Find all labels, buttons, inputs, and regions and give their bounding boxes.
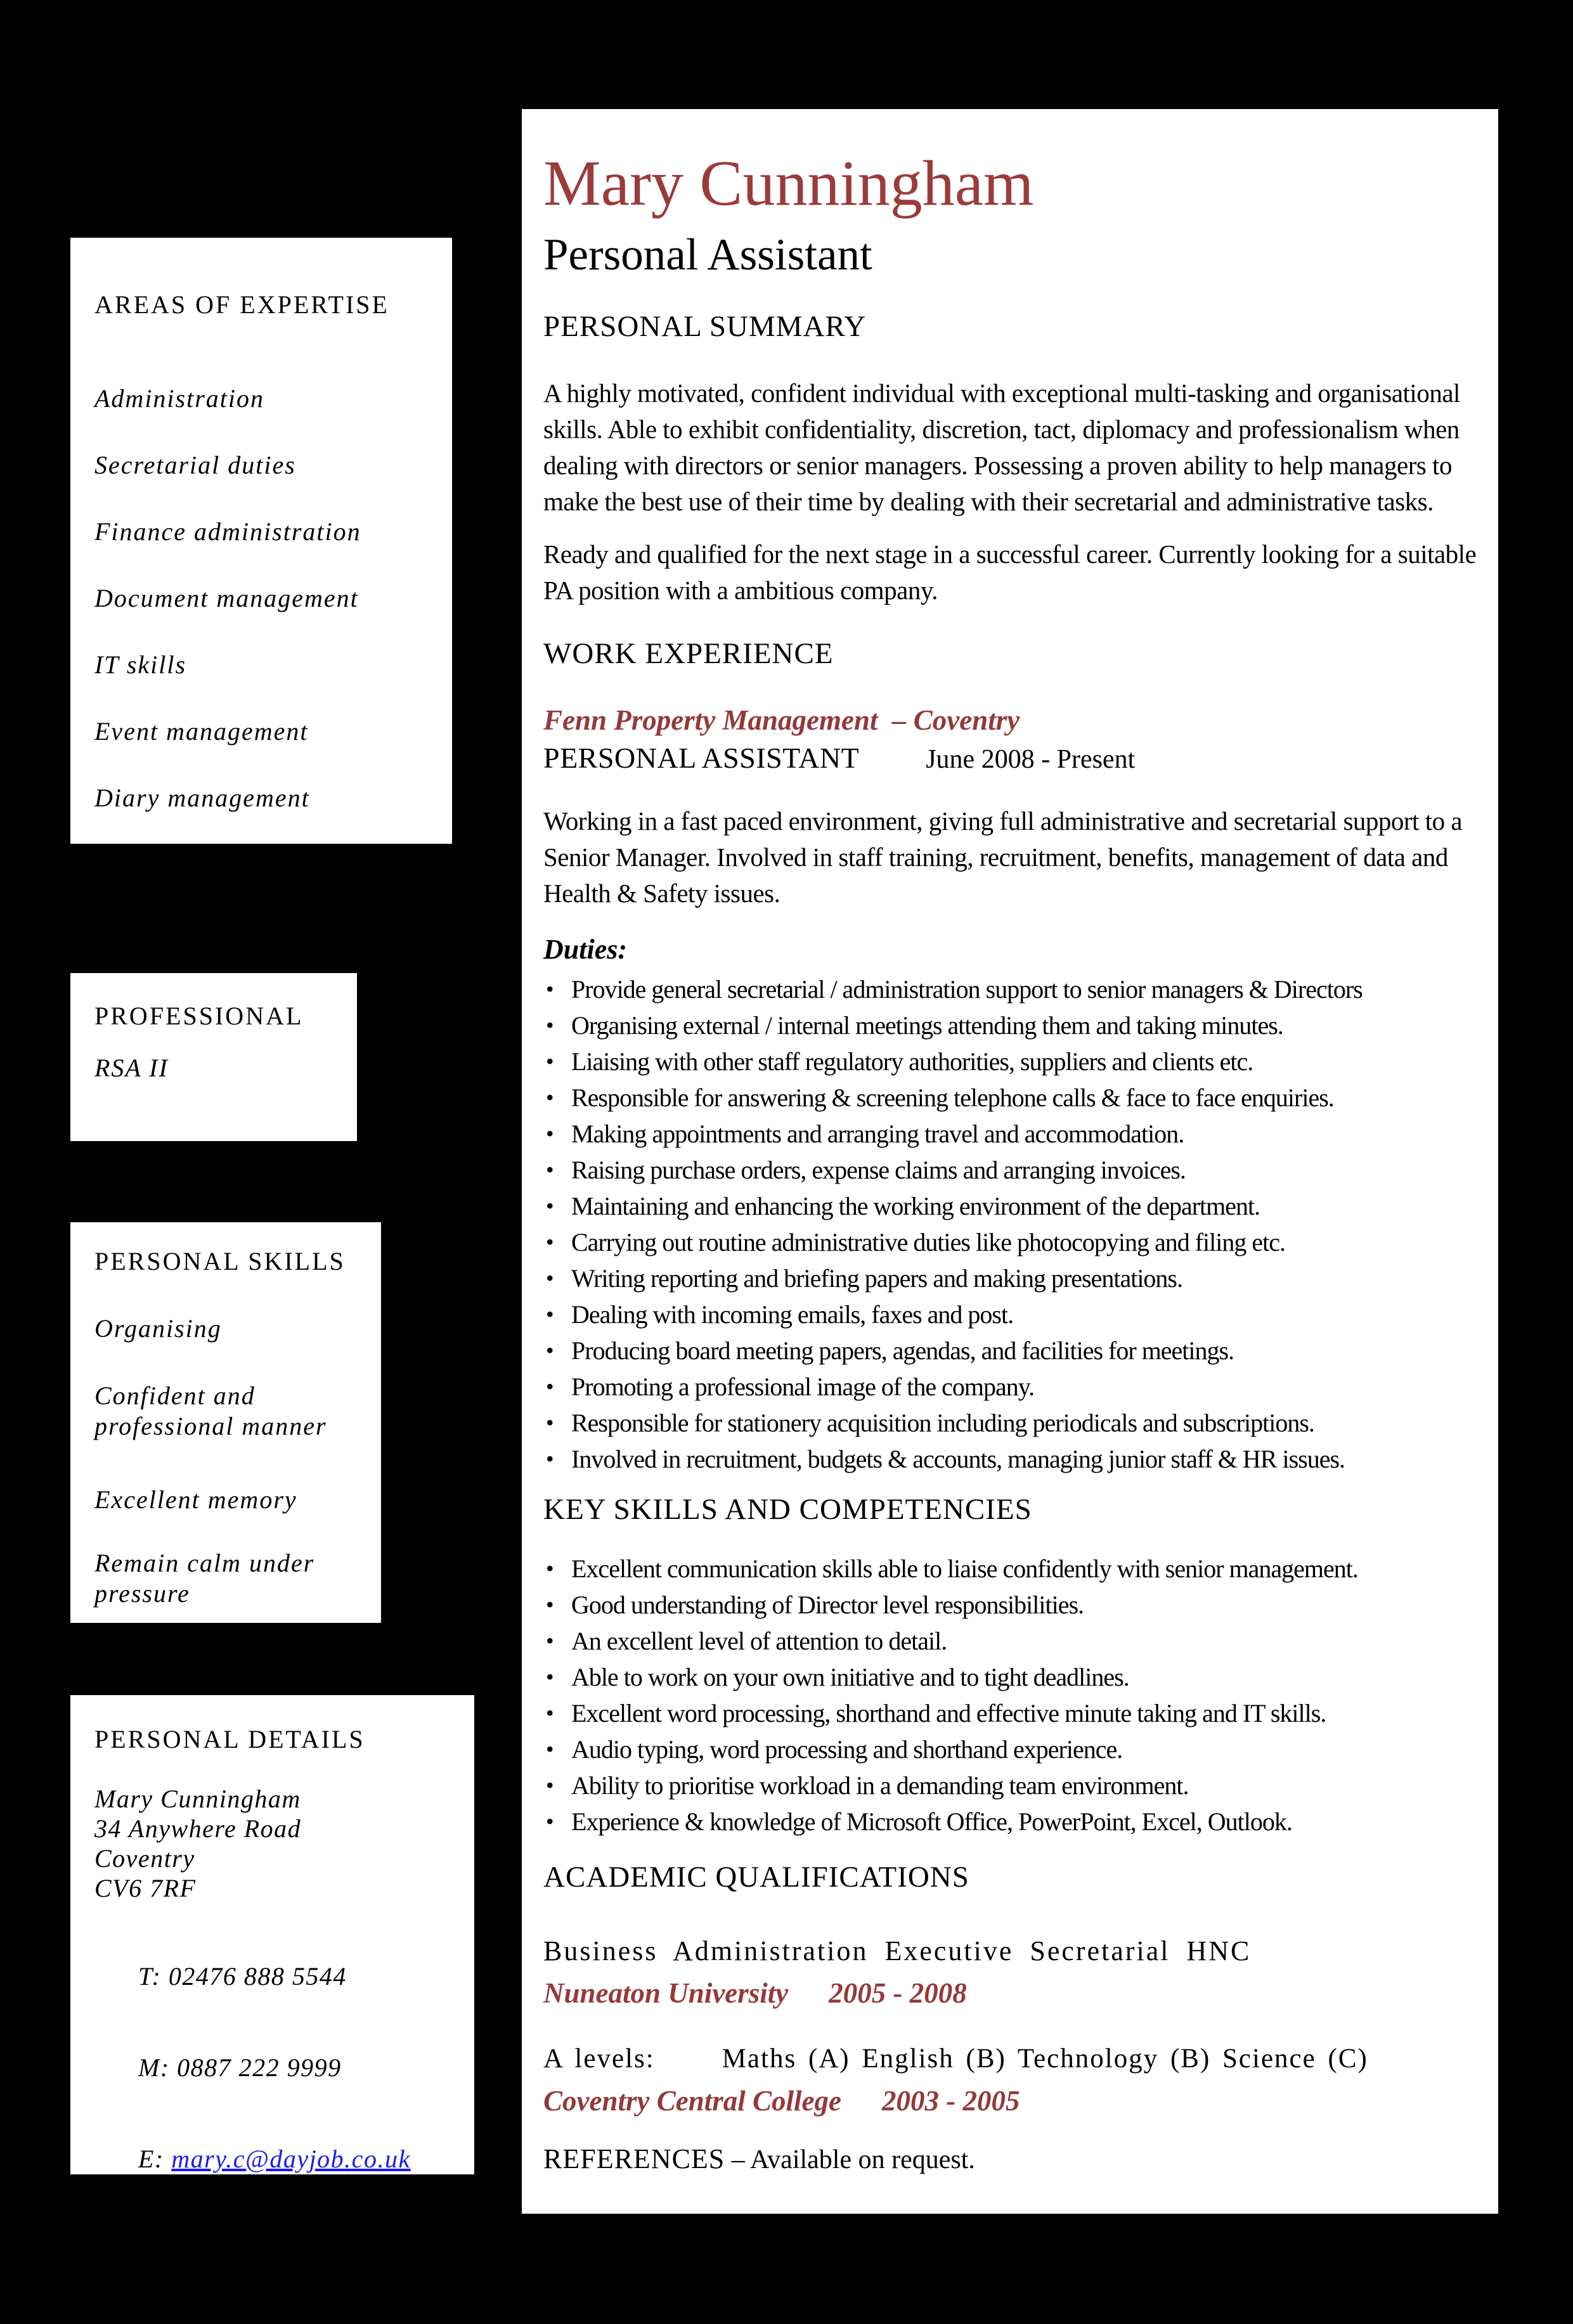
expertise-item: Administration [94, 384, 265, 413]
references-line [543, 2141, 1482, 2178]
personal-skills-panel [70, 1222, 381, 1623]
academic-heading: ACADEMIC QUALIFICATIONS [543, 1861, 969, 1894]
job-intro-paragraph: Working in a fast paced environment, giving full administrative and secretarial support to a Senior Manager. Involved in staff training, recruitment, benefits, management of data and Health & Safety issues. [543, 806, 1463, 908]
email-label: E: [138, 2145, 172, 2173]
alevels-line [543, 2041, 1482, 2077]
candidate-role: Personal Assistant [543, 230, 872, 280]
duty-item: • Responsible for stationery acquisition including periodicals and subscriptions. [543, 1405, 1482, 1441]
personal-summary-heading: PERSONAL SUMMARY [543, 310, 867, 343]
key-skills-heading: KEY SKILLS AND COMPETENCIES [543, 1493, 1032, 1526]
duty-item: • Provide general secretarial / administration support to senior managers & Directors [543, 971, 1482, 1007]
expertise-item: Document management [94, 584, 359, 612]
personal-skill-item: Remain calm under pressure [94, 1549, 315, 1608]
address-line: 34 Anywhere Road [94, 1814, 302, 1843]
expertise-item: Diary management [94, 784, 310, 812]
phone-label: T: [138, 1962, 169, 1991]
college-name: Coventry Central College [543, 2085, 841, 2117]
duty-item: • Making appointments and arranging travel and accommodation. [543, 1116, 1482, 1152]
phone-number: 02476 888 5544 [168, 1962, 347, 1991]
skill-item: • Able to work on your own initiative and to tight deadlines. [543, 1659, 1482, 1695]
mobile-line [94, 2022, 455, 2114]
professional-panel [70, 973, 357, 1141]
expertise-item: Event management [94, 717, 309, 746]
professional-item: RSA II [94, 1054, 169, 1082]
university-name: Nuneaton University [543, 1977, 789, 2009]
skill-item: • Good understanding of Director level responsibilities. [543, 1587, 1482, 1623]
email-link[interactable]: mary.c@dayjob.co.uk [171, 2145, 411, 2173]
address-block [94, 1784, 455, 1903]
areas-of-expertise-panel [70, 238, 452, 844]
address-line: Mary Cunningham [94, 1785, 301, 1813]
references-text: – Available on request. [725, 2145, 975, 2174]
personal-details-panel [70, 1695, 474, 2323]
duty-item: • Promoting a professional image of the company. [543, 1369, 1482, 1405]
personal-details-heading: PERSONAL DETAILS [94, 1725, 365, 1753]
dob-line: DOB: 12/09/1985 [94, 2233, 292, 2262]
qualification-title: Business Administration Executive Secretarial HNC [543, 1935, 1252, 1966]
duty-item: • Involved in recruitment, budgets & accounts, managing junior staff & HR issues. [543, 1441, 1482, 1477]
skill-item: • An excellent level of attention to detail. [543, 1623, 1482, 1659]
personal-skill-item: Organising [94, 1314, 222, 1343]
alevels-label: A levels: [543, 2044, 655, 2074]
duty-item: • Responsible for answering & screening telephone calls & face to face enquiries. [543, 1080, 1482, 1116]
duty-item: • Maintaining and enhancing the working environment of the department. [543, 1188, 1482, 1224]
skill-item: • Excellent communication skills able to liaise confidently with senior management. [543, 1551, 1482, 1587]
duty-item: • Raising purchase orders, expense claims and arranging invoices. [543, 1152, 1482, 1188]
duty-item: • Producing board meeting papers, agendas, and facilities for meetings. [543, 1333, 1482, 1369]
expertise-item: IT skills [94, 650, 187, 679]
summary-paragraph-2: Ready and qualified for the next stage in a successful career. Currently looking for a suitable PA position with a ambitious company. [543, 539, 1477, 605]
key-skills-list [543, 1551, 1482, 1840]
email-line [94, 2114, 455, 2205]
candidate-name: Mary Cunningham [543, 148, 1034, 219]
expertise-item: Secretarial duties [94, 451, 296, 479]
university-dates: 2005 - 2008 [829, 1977, 967, 2009]
job-title: PERSONAL ASSISTANT [543, 742, 860, 774]
job-title-line [543, 740, 1482, 783]
job-dates: June 2008 - Present [926, 745, 1136, 774]
driving-license-line: Driving license: Yes [94, 2264, 325, 2292]
misc-details-block [94, 2233, 455, 2324]
professional-heading: PROFESSIONAL [94, 1002, 304, 1030]
work-experience-heading: WORK EXPERIENCE [543, 637, 834, 670]
references-label: REFERENCES [543, 2143, 725, 2174]
skill-item: • Audio typing, word processing and shorthand experience. [543, 1731, 1482, 1767]
personal-skill-item: Confident and professional manner [94, 1381, 327, 1440]
expertise-item: Finance administration [94, 517, 361, 546]
alevels-detail: Maths (A) English (B) Technology (B) Science (C) [722, 2044, 1368, 2074]
college-dates: 2003 - 2005 [881, 2085, 1020, 2117]
nationality-line: Nationality: British [94, 2294, 312, 2323]
personal-skills-heading: PERSONAL SKILLS [94, 1247, 346, 1275]
university-line [543, 1975, 1482, 2011]
main-content-panel [522, 109, 1498, 2214]
duty-item: • Liaising with other staff regulatory authorities, suppliers and clients etc. [543, 1043, 1482, 1080]
skill-item: • Ability to prioritise workload in a demanding team environment. [543, 1767, 1482, 1804]
phone-line [94, 1931, 455, 2022]
personal-skill-item: Excellent memory [94, 1485, 297, 1514]
areas-of-expertise-heading: AREAS OF EXPERTISE [94, 290, 389, 319]
duty-item: • Dealing with incoming emails, faxes and post. [543, 1296, 1482, 1333]
address-line: CV6 7RF [94, 1874, 197, 1902]
mobile-label: M: [138, 2053, 178, 2082]
duties-label: Duties: [543, 934, 627, 965]
skill-item: • Excellent word processing, shorthand and effective minute taking and IT skills. [543, 1695, 1482, 1731]
skill-item: • Experience & knowledge of Microsoft Office, PowerPoint, Excel, Outlook. [543, 1804, 1482, 1840]
duty-item: • Writing reporting and briefing papers and making presentations. [543, 1260, 1482, 1296]
contact-block [94, 1931, 455, 2205]
summary-paragraph-1: A highly motivated, confident individual with exceptional multi-tasking and organisational skills. Able to exhibit confidentiality, discretion, tact, diplomacy and professionalism when dealing with directors or senior managers. Possessing a proven ability to help managers to make the best use of their time by dealing with their secretarial and administrative tasks. [543, 378, 1460, 516]
duty-item: • Carrying out routine administrative duties like photocopying and filing etc. [543, 1224, 1482, 1260]
college-line [543, 2083, 1482, 2119]
mobile-number: 0887 222 9999 [177, 2053, 342, 2082]
employer-line: Fenn Property Management – Coventry [543, 704, 1020, 736]
duties-list [543, 971, 1482, 1477]
duty-item: • Organising external / internal meetings attending them and taking minutes. [543, 1007, 1482, 1043]
address-line: Coventry [94, 1844, 195, 1873]
